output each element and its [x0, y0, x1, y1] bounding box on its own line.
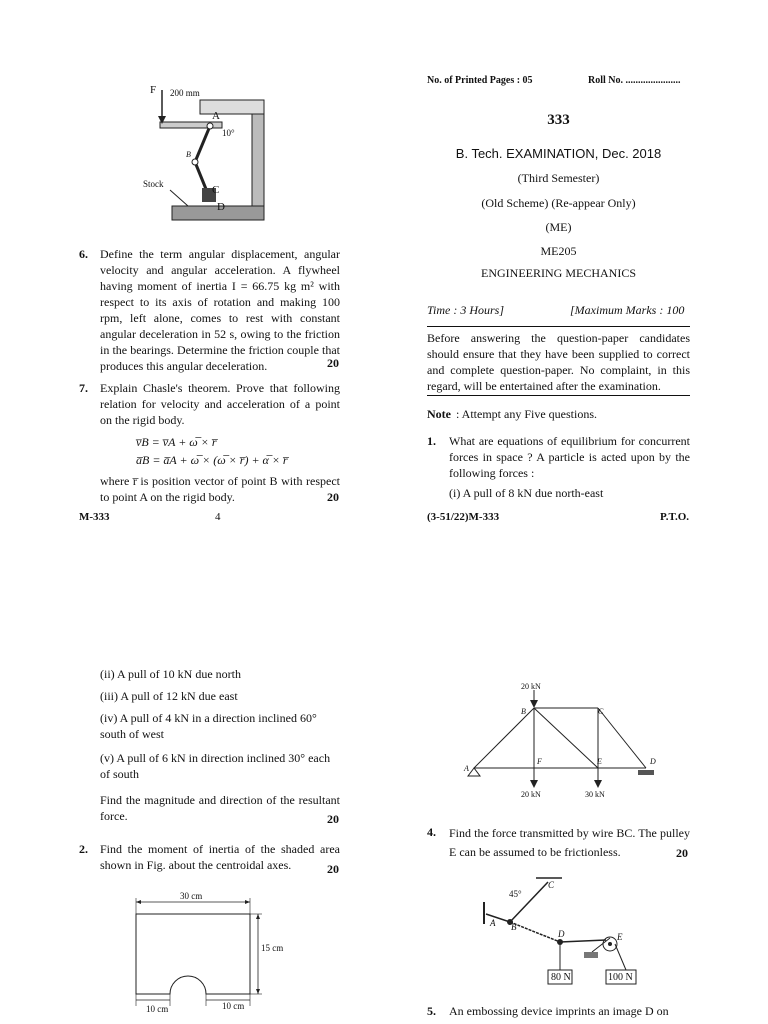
force-item-iii: (iii) A pull of 12 kN due east	[100, 689, 238, 703]
truss-node-a: A	[464, 764, 469, 773]
pulley-node-a: A	[490, 918, 496, 928]
time: Time : 3 Hours]	[427, 303, 505, 317]
fig-label-b: B	[186, 150, 191, 159]
q1-text: What are equations of equilibrium for concurrent forces in space ? A particle is acted upon by the following forces :	[449, 434, 690, 480]
fig-label-force: F	[150, 84, 157, 96]
truss-node-c: C	[598, 707, 604, 716]
divider-top	[427, 326, 690, 327]
truss-load-f: 20 kN	[521, 790, 541, 799]
force-item-iv: (iv) A pull of 4 kN in a direction inclined 60° south of west	[100, 711, 317, 741]
paper-code: ME205	[540, 244, 577, 258]
note-label: Note	[427, 407, 451, 421]
truss-load-e: 30 kN	[585, 790, 605, 799]
q6-marks: 20	[327, 356, 339, 370]
footer-left-page1: (3-51/22)M-333	[427, 511, 500, 523]
q6-number: 6.	[79, 247, 88, 261]
pulley-node-b: B	[511, 922, 517, 932]
fig-dim-right: 15 cm	[261, 943, 284, 953]
max-marks: [Maximum Marks : 100	[570, 303, 685, 317]
q2-marks: 20	[327, 862, 339, 876]
q7-equation-acceleration: a̅B = a̅A + ω̅ × (ω̅ × r̅) + α̅ × r̅	[136, 453, 288, 467]
instructions: Before answering the question-paper candidates should ensure that they have been supplied to correct and complete question-paper. No complaint, in this regard, will be entertained after the examination.	[427, 331, 690, 393]
scheme: (Old Scheme) (Re-appear Only)	[481, 196, 636, 210]
q4-text: Find the force transmitted by wire BC. The pulley E can be assumed to be frictionless.	[449, 826, 690, 859]
pulley-node-d: D	[558, 929, 565, 939]
truss-load-top: 20 kN	[521, 682, 541, 691]
q1-force-i: (i) A pull of 8 kN due north-east	[449, 486, 604, 500]
truss-node-d: D	[650, 757, 656, 766]
weight-80n: 80 N	[551, 972, 571, 983]
weight-100n: 100 N	[608, 972, 633, 983]
force-item-ii: (ii) A pull of 10 kN due north	[100, 667, 241, 681]
q5-text: An embossing device imprints an image D on	[449, 1004, 669, 1018]
pulley-node-e: E	[617, 932, 623, 942]
truss-figure	[460, 680, 680, 800]
q1-tail: Find the magnitude and direction of the resultant force.	[100, 793, 340, 823]
truss-node-b: B	[521, 707, 526, 716]
fig-dim-bottom-left: 10 cm	[146, 1004, 169, 1014]
fig-dim-bottom-right: 10 cm	[222, 1001, 245, 1011]
q7-marks: 20	[327, 490, 339, 504]
fig-label-angle: 10°	[222, 128, 235, 138]
q2-number: 2.	[79, 842, 88, 856]
q7-text: Explain Chasle's theorem. Prove that following relation for velocity and acceleration of a point on the rigid body.	[100, 381, 340, 427]
fig-label-c: C	[212, 184, 220, 196]
q4-marks: 20	[676, 846, 688, 860]
q6-text: Define the term angular displacement, angular velocity and angular acceleration. A flywheel having moment of inertia I = 66.75 kg m² with respect to its axis of rotation and making 100 rpm, left alone, comes to rest with constant angular deceleration in 52 s, owing to the friction in the bearings. Determine the friction couple that produces this angular deceleration.	[100, 247, 340, 373]
q7-number: 7.	[79, 381, 88, 395]
fig-dim-top: 30 cm	[180, 891, 203, 901]
subject: ENGINEERING MECHANICS	[481, 266, 636, 280]
q4-number: 4.	[427, 825, 436, 839]
pulley-node-c: C	[548, 880, 555, 890]
pulley-angle: 45°	[509, 889, 522, 899]
branch: (ME)	[545, 220, 572, 234]
toggle-linkage-figure	[140, 82, 280, 230]
fig-label-stock: Stock	[143, 179, 164, 189]
exam-title: B. Tech. EXAMINATION, Dec. 2018	[455, 146, 662, 161]
footer-pto: P.T.O.	[660, 511, 690, 523]
truss-node-f: F	[537, 757, 542, 766]
q7-equation-velocity: v̅B = v̅A + ω̅ × r̅	[136, 435, 217, 449]
fig-label-a: A	[212, 110, 220, 122]
footer-left-page4: M-333	[79, 511, 110, 523]
q7-where: where r̅ is position vector of point B with respect to point A on the rigid body.	[100, 474, 340, 504]
q5-number: 5.	[427, 1004, 436, 1018]
footer-page-number: 4	[215, 511, 221, 523]
semester: (Third Semester)	[517, 171, 600, 185]
force-item-v: (v) A pull of 6 kN in direction inclined 30° each of south	[100, 751, 331, 781]
paper-number: 333	[547, 112, 570, 128]
fig-label-dim: 200 mm	[170, 88, 200, 98]
note-text: : Attempt any Five questions.	[456, 407, 597, 421]
fig-label-d: D	[217, 201, 225, 213]
roll-no: Roll No. ......................	[588, 75, 681, 86]
truss-node-e: E	[597, 757, 602, 766]
q2-text: Find the moment of inertia of the shaded area shown in Fig. about the centroidal axes.	[100, 842, 340, 872]
q1-marks: 20	[327, 812, 339, 826]
q1-number: 1.	[427, 434, 436, 448]
shaded-area-figure	[130, 888, 300, 1022]
printed-pages: No. of Printed Pages : 05	[427, 75, 533, 86]
divider-bottom	[427, 395, 690, 396]
